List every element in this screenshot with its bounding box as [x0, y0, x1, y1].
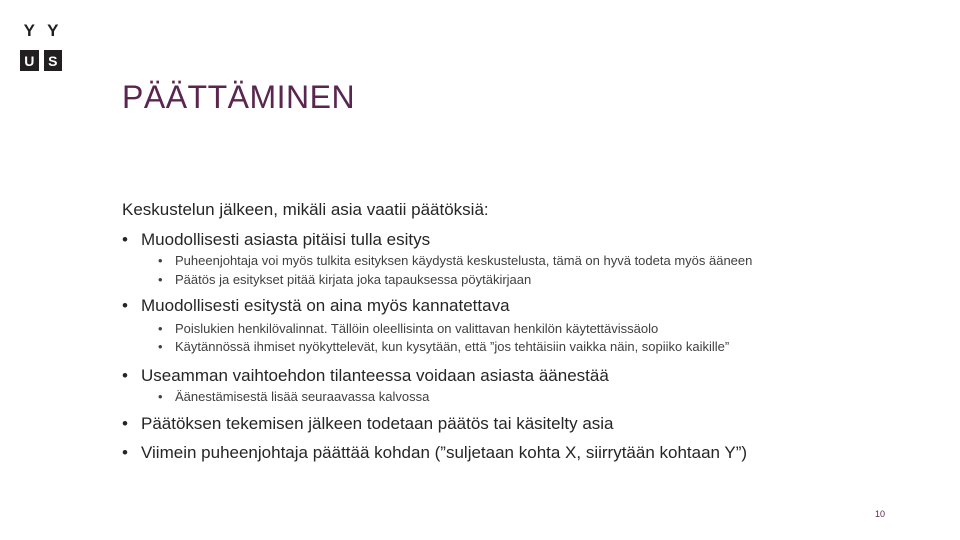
- bullet-marker: •: [122, 296, 128, 315]
- bullet-marker: •: [122, 414, 128, 433]
- bullet-text: Päätöksen tekemisen jälkeen todetaan päätös tai käsitelty asia: [141, 414, 614, 433]
- bullet-marker: •: [122, 366, 128, 385]
- bullet-marker: •: [158, 272, 163, 287]
- logo-letter: Y: [44, 20, 63, 41]
- sub-bullet-item: [158, 338, 729, 356]
- bullet-text: Useamman vaihtoehdon tilanteessa voidaan asiasta äänestää: [141, 366, 609, 385]
- bullet-marker: •: [122, 443, 128, 462]
- logo-letter: U: [20, 50, 39, 71]
- logo-letter: Y: [20, 20, 39, 41]
- bullet-item: [122, 365, 609, 387]
- bullet-marker: •: [158, 321, 163, 336]
- logo-letter: S: [44, 50, 63, 71]
- bullet-item: [122, 442, 747, 464]
- slide-title: PÄÄTTÄMINEN: [122, 79, 356, 115]
- bullet-text: Viimein puheenjohtaja päättää kohdan (”suljetaan kohta X, siirrytään kohtaan Y”): [141, 443, 748, 462]
- sub-bullet-text: Päätös ja esitykset pitää kirjata joka tapauksessa pöytäkirjaan: [175, 272, 532, 287]
- page-number: 10: [875, 509, 886, 519]
- bullet-marker: •: [122, 230, 128, 249]
- bullet-item: [122, 229, 430, 251]
- sub-bullet-text: Puheenjohtaja voi myös tulkita esityksen käydystä keskustelusta, tämä on hyvä todeta myös ääneen: [175, 253, 753, 268]
- bullet-item: [122, 295, 510, 317]
- sub-bullet-item: [158, 320, 658, 338]
- bullet-marker: •: [158, 339, 163, 354]
- sub-bullet-text: Käytännössä ihmiset nyökyttelevät, kun kysytään, että ”jos tehtäisiin vaikka näin, sopiiko kaikille”: [175, 339, 730, 354]
- bullet-item: [122, 413, 614, 435]
- bullet-text: Muodollisesti esitystä on aina myös kannatettava: [141, 296, 510, 315]
- bullet-marker: •: [158, 389, 163, 404]
- bullet-text: Muodollisesti asiasta pitäisi tulla esitys: [141, 230, 431, 249]
- sub-bullet-item: [158, 271, 531, 289]
- bullet-marker: •: [158, 253, 163, 268]
- sub-bullet-item: [158, 252, 752, 270]
- sub-bullet-text: Poislukien henkilövalinnat. Tällöin oleellisinta on valittavan henkilön käytettävissäolo: [175, 321, 659, 336]
- sub-bullet-text: Äänestämisestä lisää seuraavassa kalvossa: [175, 389, 430, 404]
- intro-text: Keskustelun jälkeen, mikäli asia vaatii päätöksiä:: [122, 200, 489, 219]
- sub-bullet-item: [158, 388, 429, 406]
- yyus-logo: [20, 20, 62, 71]
